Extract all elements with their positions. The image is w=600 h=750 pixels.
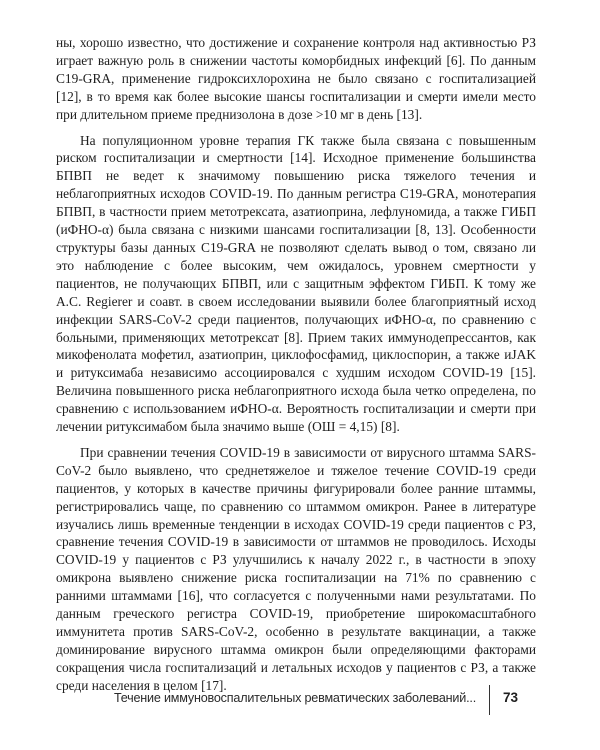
page-body — [56, 34, 536, 695]
running-title: Течение иммуновоспалительных ревматических заболеваний... — [113, 691, 476, 705]
paragraph-strain-comparison: При сравнении течения COVID-19 в зависимости от вирусного штамма SARS-CoV-2 было выявлено, что среднетяжелое и тяжелое течение COVID-19 среди пациентов, у которых в качестве причины фигурировали более ранние штаммы, регистрировались чаще, по сравнению со штаммом омикрон. Ранее в литературе изучались лишь временные тенденции в исходах COVID-19 среди пациентов с РЗ, сравнение течения COVID-19 в зависимости от штаммов не проводилось. Исходы COVID-19 у пациентов с РЗ улучшились к началу 2022 г., в частности в эпоху омикрона выявлено снижение риска госпитализации на 71% по сравнению с ранними штаммами [16], что согласуется с полученными нами результатами. По данным греческого регистра COVID-19, приобретение широкомасштабного иммунитета против SARS-CoV-2, особенно в результате вакцинации, а также доминирование вирусного штамма омикрон были определяющими факторами сокращения числа госпитализаций и летальных исходов у пациентов с РЗ, а также среди населения в целом [17]. — [56, 444, 536, 693]
page-number: 73 — [502, 690, 518, 705]
page-footer — [56, 685, 536, 715]
paragraph-continuation: ны, хорошо известно, что достижение и сохранение контроля над активностью РЗ играет важную роль в снижении частоты коморбидных инфекций [6]. По данным C19-GRA, применение гидроксихлорохина не было связано с госпитализацией [12], в то время как более высокие шансы госпитализации и смерти имели место при длительном приеме преднизолона в дозе >10 мг в день [13]. — [56, 35, 536, 122]
paragraph-therapy-risks: На популяционном уровне терапия ГК также была связана с повышенным риском госпитализации и смертности [14]. Исходное применение большинства БПВП не ведет к значимому повышению риска тяжелого течения и неблагоприятных исходов COVID-19. По данным регистра C19-GRA, монотерапия БПВП, в частности прием метотрексата, азатиоприна, лефлуномида, а также ГИБП (иФНО-α) была связана с низкими шансами госпитализации [8, 13]. Особенности структуры базы данных C19-GRA не позволяют сделать вывод о том, связано ли это наблюдение с более высоким, чем ожидалось, уровнем смертности у пациентов, не получающих БПВП, или с защитным эффектом ГИБП. К тому же A.C. Regierer и соавт. в своем исследовании выявили более благоприятный исход инфекции SARS-CoV-2 среди пациентов, получающих иФНО-α, по сравнению с больными, применяющих метотрексат [8]. Прием таких иммунодепрессантов, как микофенолата мофетил, азатиоприн, циклофосфамид, циклоспорин, а также иJAK и ритуксимаба независимо ассоциировался с худшим исходом COVID-19 [15]. Величина повышенного риска неблагоприятного исхода была четко определена, по сравнению с использованием иФНО-α. Вероятность госпитализации и смерти при лечении ритуксимабом была значимо выше (ОШ = 4,15) [8]. — [56, 132, 536, 435]
footer-divider — [489, 685, 491, 715]
